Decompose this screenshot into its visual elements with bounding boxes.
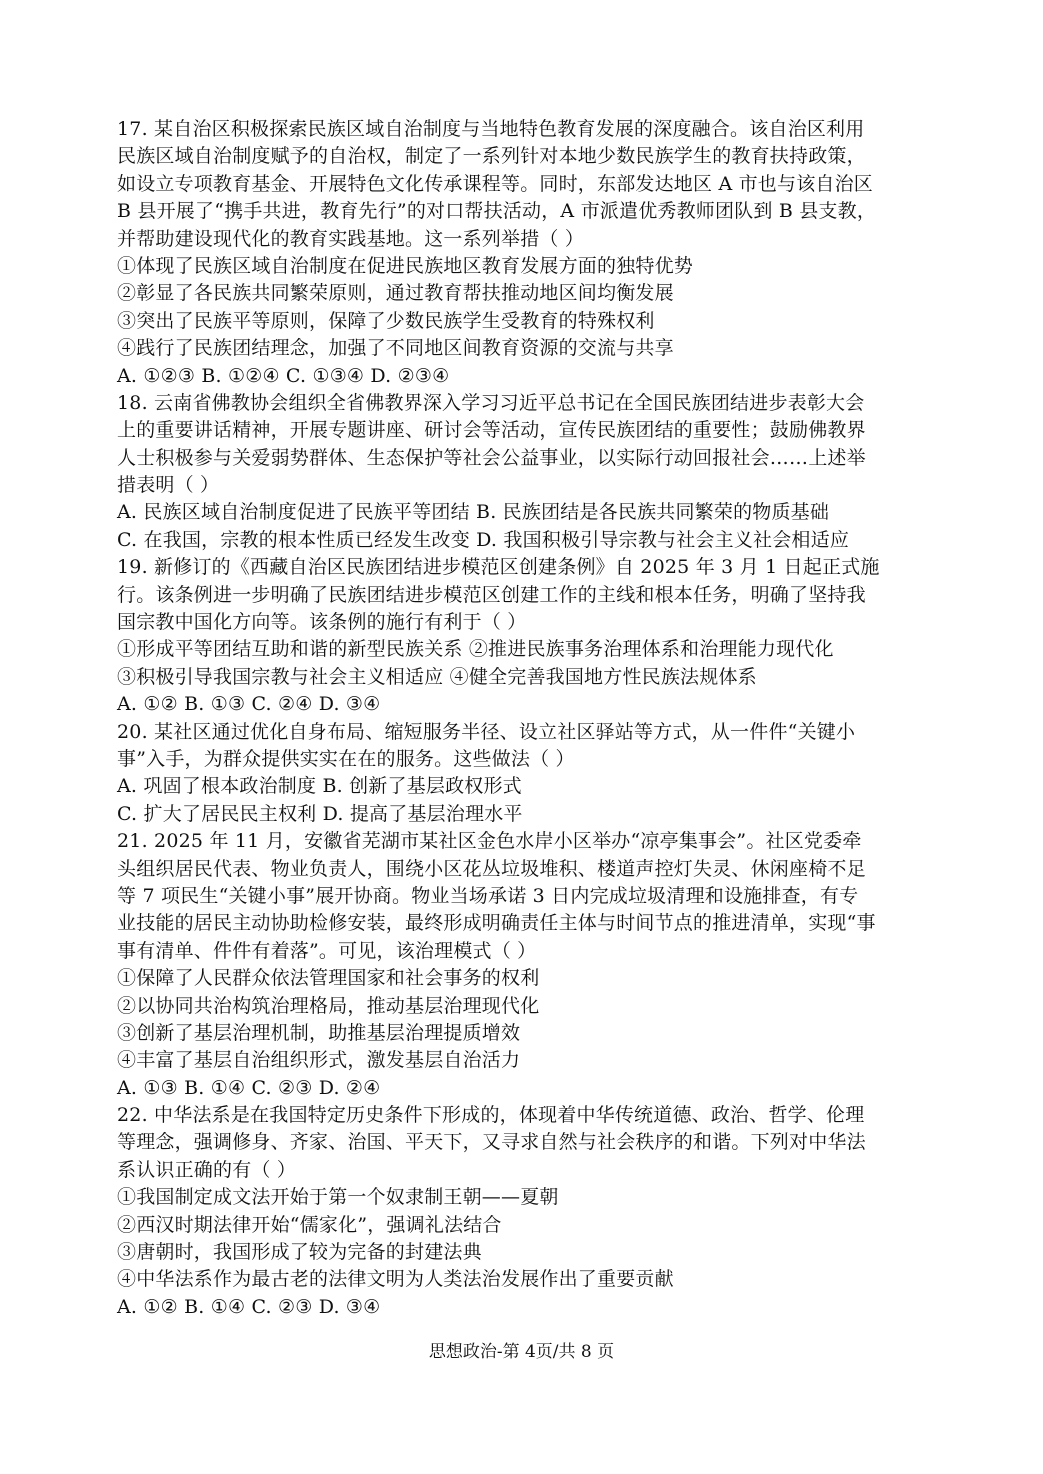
question-19 xyxy=(117,554,937,718)
answer-options: A. ①③ B. ①④ C. ②③ D. ②④ xyxy=(117,1076,381,1099)
answer-options: C. 扩大了居民民主权利 D. 提高了基层治理水平 xyxy=(117,802,523,825)
statement-1: ①我国制定成文法开始于第一个奴隶制王朝——夏朝 xyxy=(117,1186,559,1209)
answer-options: A. ①② B. ①④ C. ②③ D. ③④ xyxy=(117,1295,381,1318)
question-17 xyxy=(117,116,937,390)
statement-4: ④丰富了基层自治组织形式，激发基层自治活力 xyxy=(117,1049,521,1072)
statement-1: ①保障了人民群众依法管理国家和社会事务的权利 xyxy=(117,967,540,990)
question-22 xyxy=(117,1102,937,1321)
statement-2: ②彰显了各民族共同繁荣原则，通过教育帮扶推动地区间均衡发展 xyxy=(117,282,674,305)
question-stem-line: 如设立专项教育基金、开展特色文化传承课程等。同时，东部发达地区 A 市也与该自治区 xyxy=(117,172,874,195)
question-21 xyxy=(117,828,937,1102)
question-stem-line: 头组织居民代表、物业负责人，围绕小区花丛垃圾堆积、楼道声控灯失灵、休闲座椅不足 xyxy=(117,857,866,880)
question-stem-line: 上的重要讲话精神，开展专题讲座、研讨会等活动，宣传民族团结的重要性；鼓励佛教界 xyxy=(117,419,866,442)
question-stem-line: 国宗教中国化方向等。该条例的施行有利于（ ） xyxy=(117,611,527,634)
question-stem-line: 19. 新修订的《西藏自治区民族团结进步模范区创建条例》自 2025 年 3 月 1 日起正式施 xyxy=(117,556,880,579)
question-stem-line: 系认识正确的有（ ） xyxy=(117,1158,297,1181)
statement-3: ③突出了民族平等原则，保障了少数民族学生受教育的特殊权利 xyxy=(117,309,655,332)
page-footer: 思想政治-第 4页/共 8 页 xyxy=(428,1342,615,1362)
question-stem-line: 并帮助建设现代化的教育实践基地。这一系列举措（ ） xyxy=(117,227,585,250)
statement-1: ①体现了民族区域自治制度在促进民族地区教育发展方面的独特优势 xyxy=(117,254,694,277)
answer-options: A. 民族区域自治制度促进了民族平等团结 B. 民族团结是各民族共同繁荣的物质基础 xyxy=(117,501,830,524)
question-stem-line: 等理念，强调修身、齐家、治国、平天下，又寻求自然与社会秩序的和谐。下列对中华法 xyxy=(117,1131,866,1154)
question-stem-line: 18. 云南省佛教协会组织全省佛教界深入学习习近平总书记在全国民族团结进步表彰大会 xyxy=(117,391,865,414)
question-stem-line: 民族区域自治制度赋予的自治权，制定了一系列针对本地少数民族学生的教育扶持政策， xyxy=(117,145,866,168)
question-stem-line: 17. 某自治区积极探索民族区域自治制度与当地特色教育发展的深度融合。该自治区利用 xyxy=(117,118,865,140)
statement-2: ②西汉时期法律开始“儒家化”，强调礼法结合 xyxy=(117,1213,502,1236)
question-stem-line: 等 7 项民生“关键小事”展开协商。物业当场承诺 3 日内完成垃圾清理和设施排查，有专 xyxy=(117,884,859,907)
question-stem-line: 20. 某社区通过优化自身布局、缩短服务半径、设立社区驿站等方式，从一件件“关键小 xyxy=(117,720,856,743)
question-stem-line: 措表明（ ） xyxy=(117,474,220,497)
statement-3: ③创新了基层治理机制，助推基层治理提质增效 xyxy=(117,1021,521,1044)
question-20 xyxy=(117,719,937,829)
answer-options: A. ①② B. ①③ C. ②④ D. ③④ xyxy=(117,693,381,716)
statement-4: ④践行了民族团结理念，加强了不同地区间教育资源的交流与共享 xyxy=(117,337,674,360)
question-stem-line: 22. 中华法系是在我国特定历史条件下形成的，体现着中华传统道德、政治、哲学、伦理 xyxy=(117,1104,865,1127)
statements-row: ③积极引导我国宗教与社会主义相适应 ④健全完善我国地方性民族法规体系 xyxy=(117,665,757,688)
answer-options: A. ①②③ B. ①②④ C. ①③④ D. ②③④ xyxy=(117,364,450,387)
exam-page-content xyxy=(117,116,937,1321)
statement-4: ④中华法系作为最古老的法律文明为人类法治发展作出了重要贡献 xyxy=(117,1268,674,1291)
question-stem-line: B 县开展了“携手共进，教育先行”的对口帮扶活动，A 市派遣优秀教师团队到 B 县支教， xyxy=(117,200,877,223)
question-stem-line: 事有清单、件件有着落”。可见，该治理模式（ ） xyxy=(117,939,537,962)
question-stem-line: 行。该条例进一步明确了民族团结进步模范区创建工作的主线和根本任务，明确了坚持我 xyxy=(117,583,866,606)
question-stem-line: 事”入手，为群众提供实实在在的服务。这些做法（ ） xyxy=(117,747,575,770)
statements-row: ①形成平等团结互助和谐的新型民族关系 ②推进民族事务治理体系和治理能力现代化 xyxy=(117,638,834,661)
question-stem-line: 人士积极参与关爱弱势群体、生态保护等社会公益事业，以实际行动回报社会……上述举 xyxy=(117,446,866,469)
answer-options: C. 在我国，宗教的根本性质已经发生改变 D. 我国积极引导宗教与社会主义社会相适应 xyxy=(117,528,850,551)
question-stem-line: 业技能的居民主动协助检修安装，最终形成明确责任主体与时间节点的推进清单，实现“事 xyxy=(117,912,876,935)
question-18 xyxy=(117,390,937,554)
question-stem-line: 21. 2025 年 11 月，安徽省芜湖市某社区金色水岸小区举办“凉亭集事会”。社区党委牵 xyxy=(117,830,862,853)
answer-options: A. 巩固了根本政治制度 B. 创新了基层政权形式 xyxy=(117,775,522,798)
statement-2: ②以协同共治构筑治理格局，推动基层治理现代化 xyxy=(117,994,540,1017)
statement-3: ③唐朝时，我国形成了较为完备的封建法典 xyxy=(117,1241,482,1264)
